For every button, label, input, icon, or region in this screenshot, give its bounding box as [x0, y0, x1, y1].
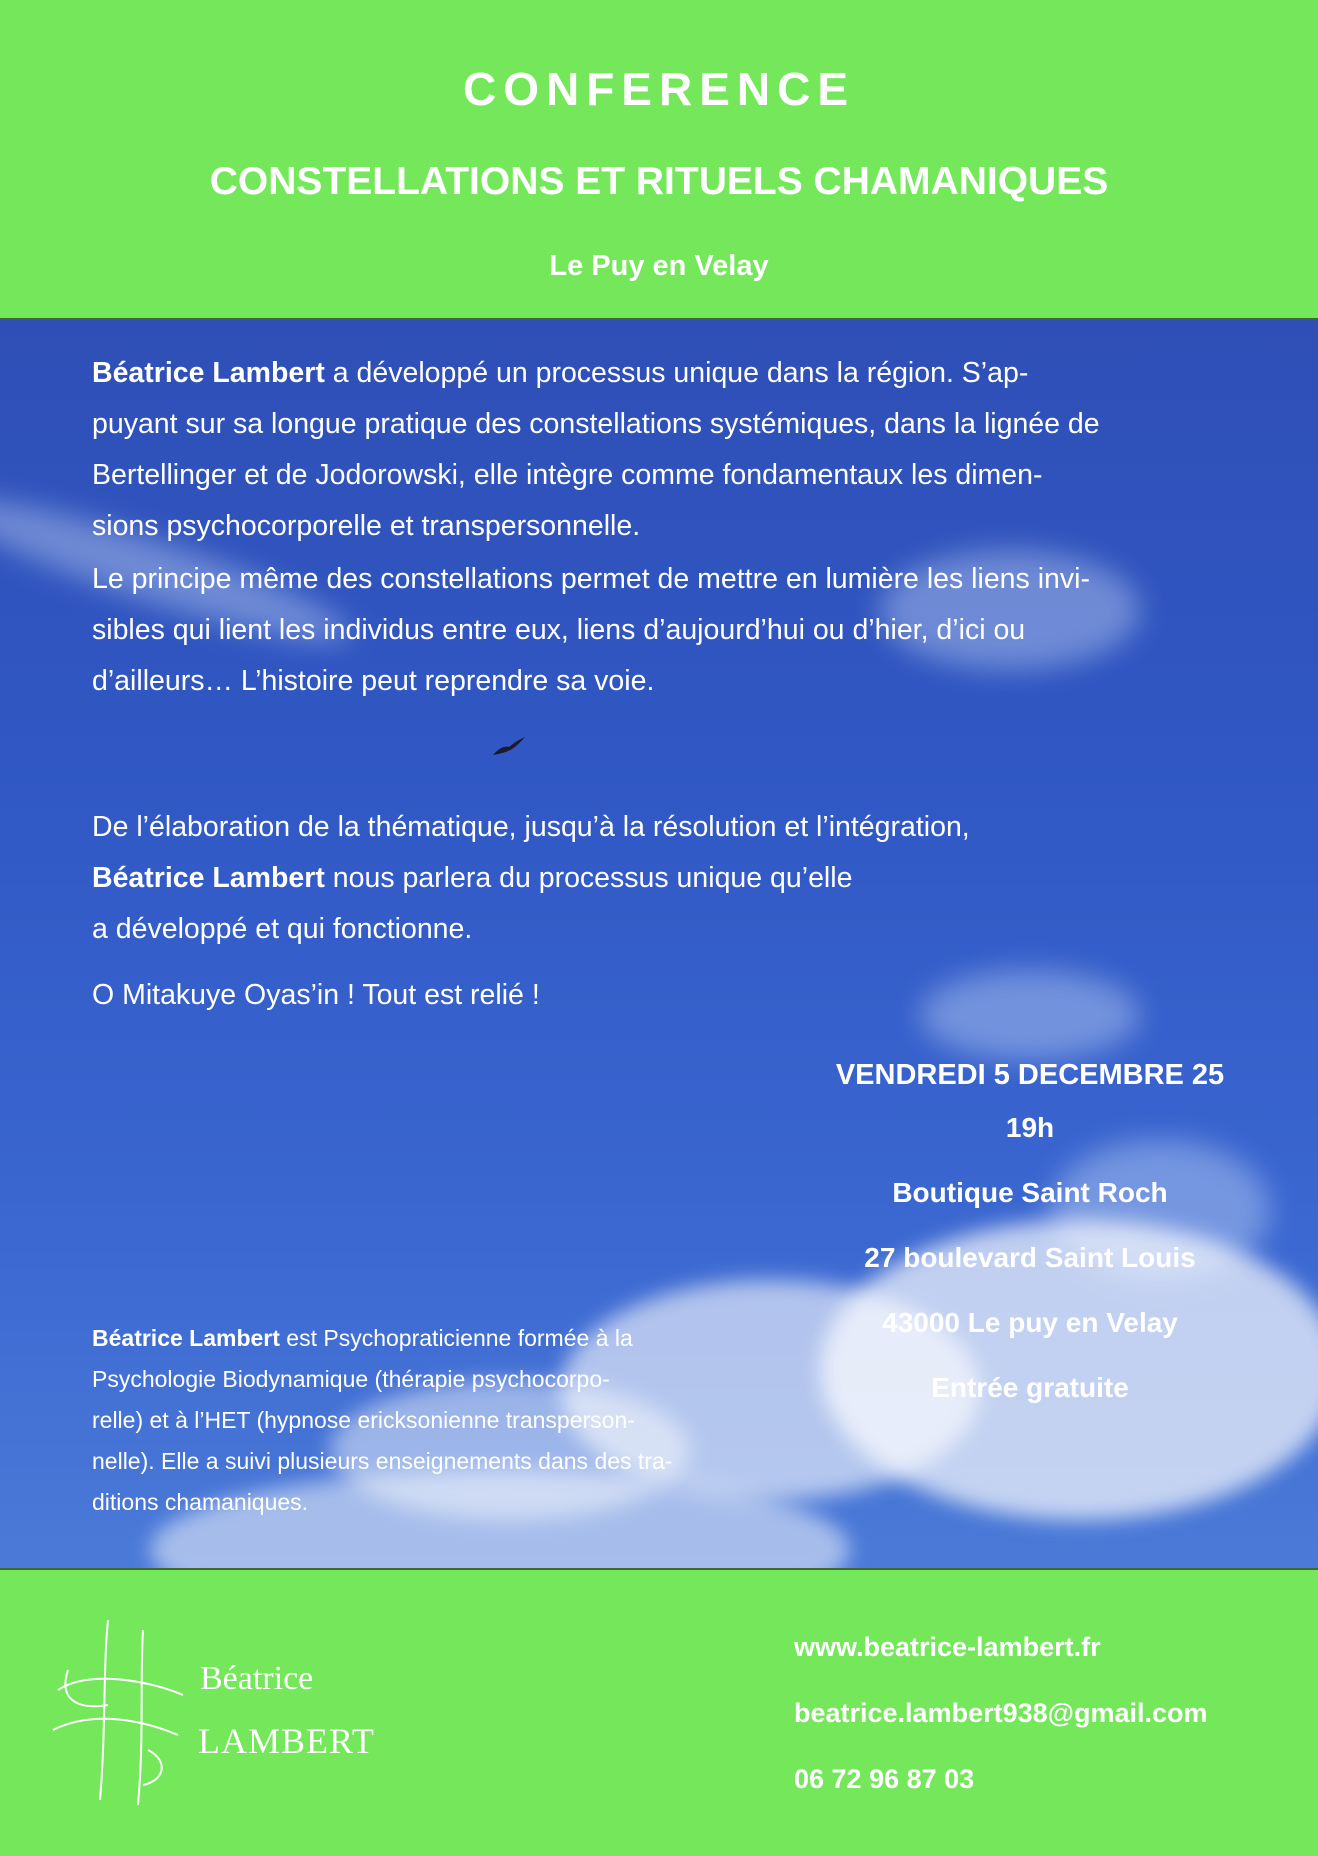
principle-paragraph: Le principe même des constellations permet de mettre en lumière les liens invi- sibles qui lient les individus entre eux, liens d’aujourd’hui ou d’hier, d’ici ou d’ailleurs… L’histoire peut reprendre sa voie. — [92, 563, 1090, 697]
footer-band — [0, 1568, 1318, 1856]
email-link[interactable]: beatrice.lambert938@gmail.com — [794, 1698, 1208, 1728]
website-link[interactable]: www.beatrice-lambert.fr — [794, 1632, 1101, 1662]
event-venue: Boutique Saint Roch — [892, 1177, 1168, 1208]
event-city: 43000 Le puy en Velay — [882, 1307, 1178, 1338]
closing-phrase: O Mitakuye Oyas’in ! Tout est relié ! — [92, 979, 540, 1011]
logo-last-name: LAMBERT — [198, 1721, 375, 1761]
logo-monogram-icon — [48, 1610, 188, 1810]
speaker-bio: Béatrice Lambert est Psychopraticienne formée à la Psychologie Biodynamique (thérapie psychocorpo- relle) et à l’HET (hypnose ericksonienne transperson- nelle). Elle a suivi plusieurs enseignements dans des tra- ditions chamaniques. — [92, 1325, 673, 1515]
header-kicker: CONFERENCE — [462, 63, 856, 115]
header-title: CONSTELLATIONS ET RITUELS CHAMANIQUES — [209, 160, 1109, 203]
event-street: 27 boulevard Saint Louis — [864, 1242, 1196, 1273]
event-date: VENDREDI 5 DECEMBRE 25 — [835, 1059, 1225, 1091]
speaker-name: Béatrice Lambert — [92, 1325, 280, 1351]
bird-icon — [492, 735, 526, 757]
process-paragraph: De l’élaboration de la thématique, jusqu’à la résolution et l’intégration, Béatrice Lambert nous parlera du processus unique qu’elle a développé et qui fonctionne. — [92, 811, 970, 945]
sky-background — [0, 320, 1318, 1568]
speaker-name: Béatrice Lambert — [92, 862, 325, 894]
logo-first-name: Béatrice — [200, 1660, 314, 1697]
header-place: Le Puy en Velay — [549, 250, 769, 282]
intro-paragraph: Béatrice Lambert a développé un processus unique dans la région. S’ap- puyant sur sa longue pratique des constellations systémiques, dans la lignée de Bertellinger et de Jodorowski, elle intègre comme fondamentaux les dimen- sions psychocorporelle et transpersonnelle. — [92, 357, 1100, 542]
phone-number[interactable]: 06 72 96 87 03 — [794, 1764, 975, 1794]
event-price: Entrée gratuite — [931, 1372, 1129, 1403]
header-band — [0, 0, 1318, 320]
event-time: 19h — [1005, 1112, 1055, 1143]
speaker-name: Béatrice Lambert — [92, 357, 325, 389]
event-details — [760, 1055, 1300, 1420]
